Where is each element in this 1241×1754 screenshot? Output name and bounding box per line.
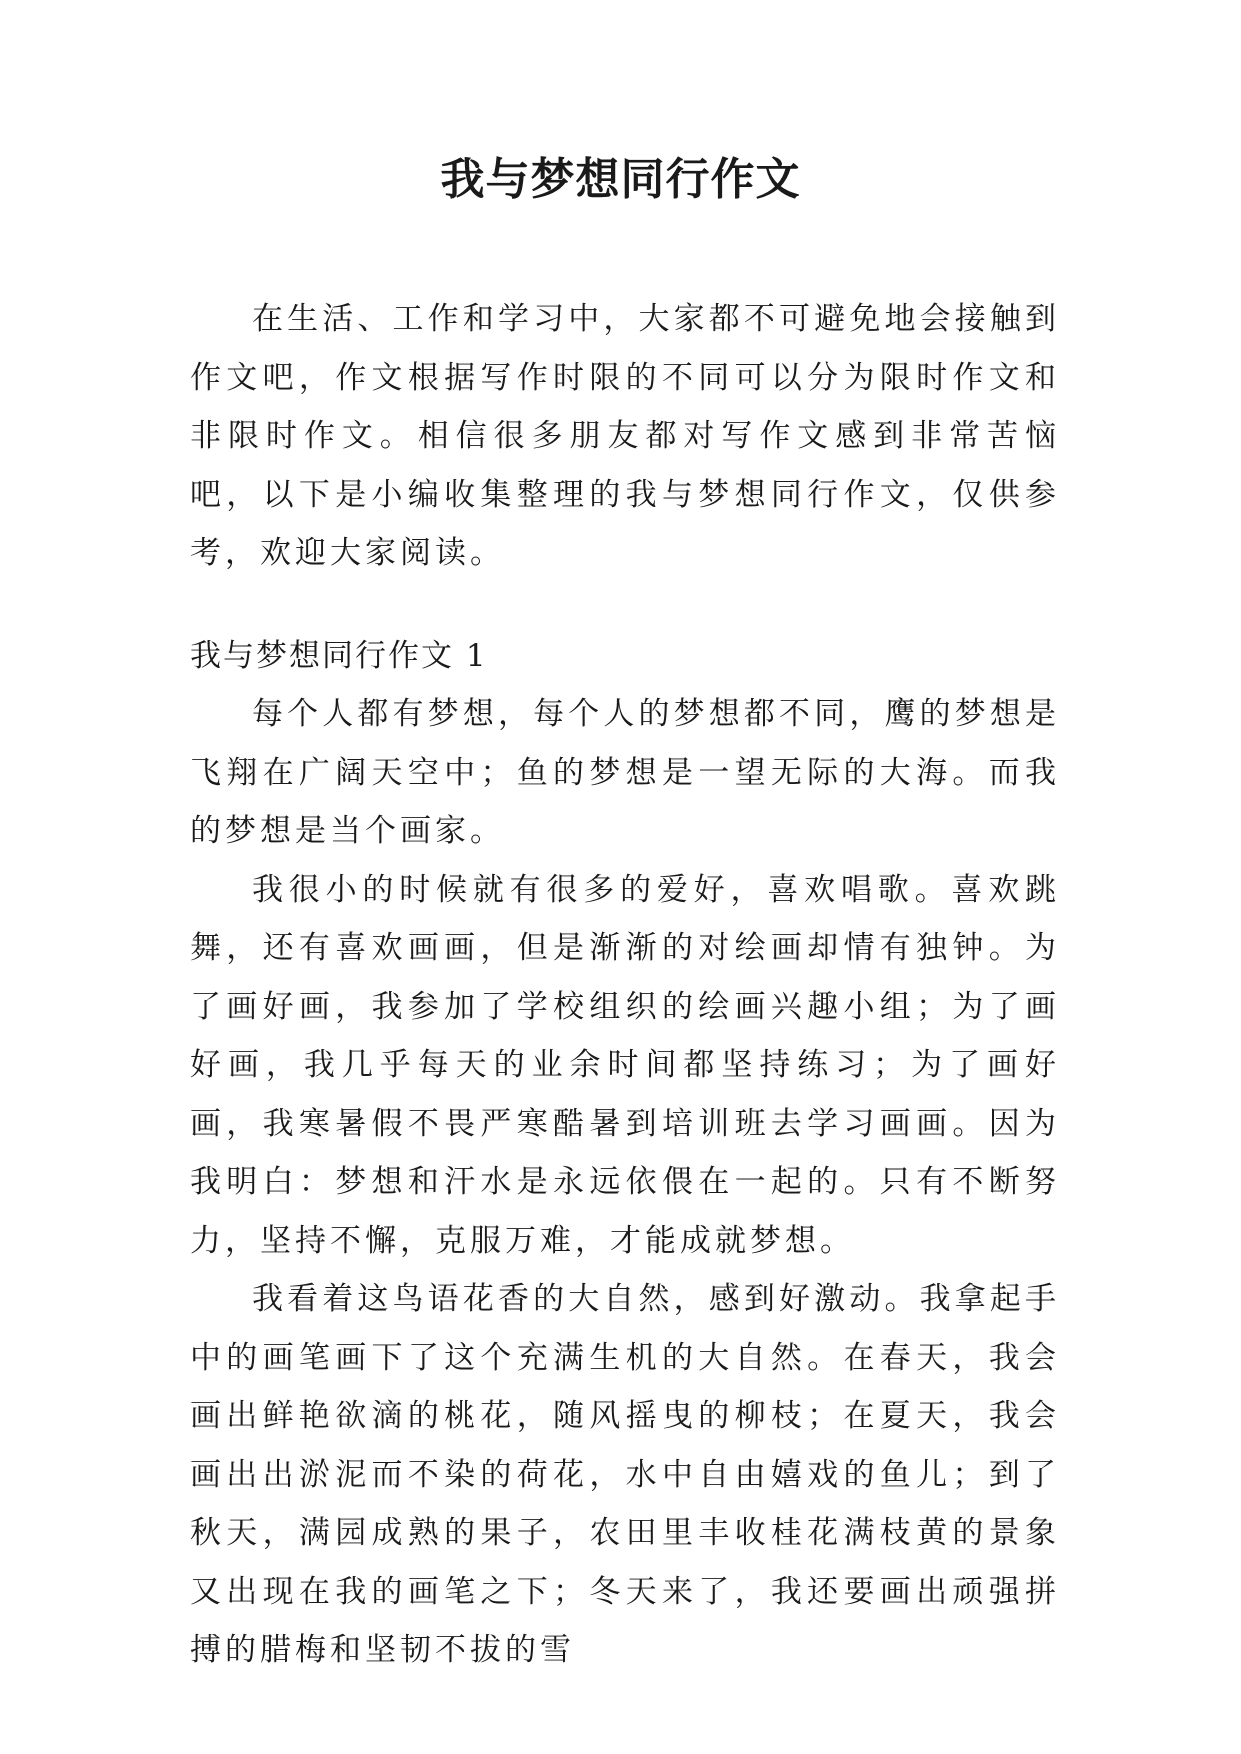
document-body xyxy=(190,290,1060,1680)
section-paragraph-3: 我看着这鸟语花香的大自然，感到好激动。我拿起手中的画笔画下了这个充满生机的大自然。在春天，我会画出鲜艳欲滴的桃花，随风摇曳的柳枝；在夏天，我会画出出淤泥而不染的荷花，水中自由嬉戏的鱼儿；到了秋天，满园成熟的果子，农田里丰收桂花满枝黄的景象又出现在我的画笔之下；冬天来了，我还要画出顽强拼搏的腊梅和坚韧不拔的雪 xyxy=(190,1281,1060,1668)
section-paragraph-2: 我很小的时候就有很多的爱好，喜欢唱歌。喜欢跳舞，还有喜欢画画，但是渐渐的对绘画却情有独钟。为了画好画，我参加了学校组织的绘画兴趣小组；为了画好画，我几乎每天的业余时间都坚持练习；为了画好画，我寒暑假不畏严寒酷暑到培训班去学习画画。因为我明白：梦想和汗水是永远依偎在一起的。只有不断努力，坚持不懈，克服万难，才能成就梦想。 xyxy=(190,871,1060,1259)
document-title: 我与梦想同行作文 xyxy=(440,154,801,205)
intro-paragraph: 在生活、工作和学习中，大家都不可避免地会接触到作文吧，作文根据写作时限的不同可以分为限时作文和非限时作文。相信很多朋友都对写作文感到非常苦恼吧，以下是小编收集整理的我与梦想同行作文，仅供参考，欢迎大家阅读。 xyxy=(190,301,1060,571)
section-paragraph-1: 每个人都有梦想，每个人的梦想都不同，鹰的梦想是飞翔在广阔天空中；鱼的梦想是一望无际的大海。而我的梦想是当个画家。 xyxy=(190,696,1060,849)
section-heading: 我与梦想同行作文 1 xyxy=(190,637,488,674)
